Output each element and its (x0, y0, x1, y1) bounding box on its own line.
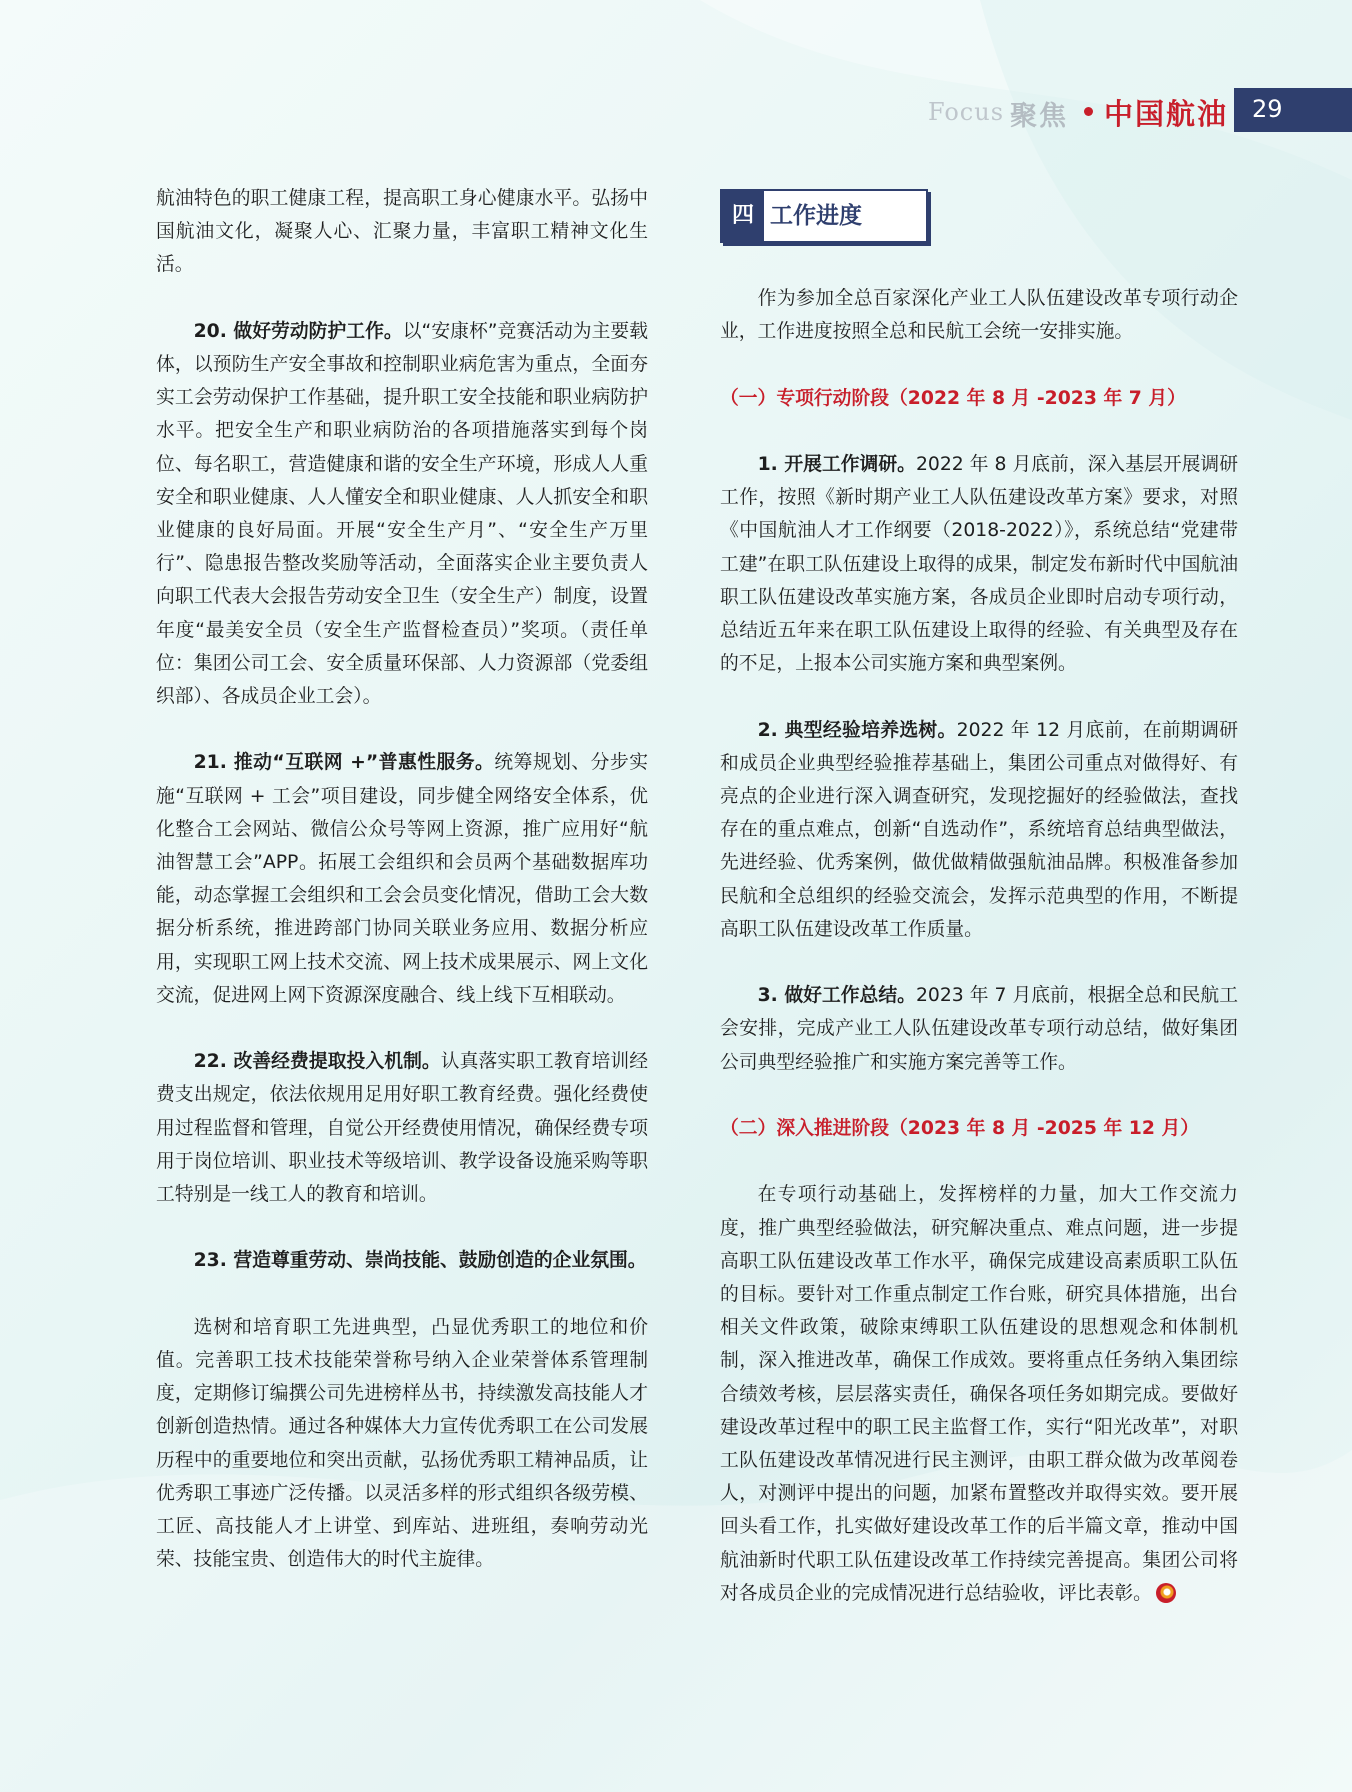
page-number-box (1234, 88, 1352, 132)
header-separator-dot (1084, 107, 1093, 116)
paragraph-stage1-item1 (720, 448, 1238, 680)
stage1-item1-body: 2022 年 8 月底前，深入基层开展调研工作，按照《新时期产业工人队伍建设改革方案》要求，对照《中国航油人才工作纲要（2018-2022）》，系统总结“党建带工建”在职工队伍建设上取得的成果，制定发布新时代中国航油职工队伍建设改革实施方案，各成员企业即时启动专项行动，总结近五年来在职工队伍建设上取得的经验、有关典型及存在的不足，上报本公司实施方案和典型案例。 (720, 453, 1238, 675)
paragraph-item-21 (156, 746, 648, 1012)
paragraph-stage1-item3 (720, 979, 1238, 1079)
paragraph-intro: 航油特色的职工健康工程，提高职工身心健康水平。弘扬中国航油文化，凝聚人心、汇聚力量，丰富职工精神文化生活。 (156, 188, 648, 276)
section-heading (720, 189, 928, 243)
right-column (720, 282, 1238, 1610)
paragraph-stage1-item2 (720, 714, 1238, 946)
header-brand: 中国航油 (1104, 97, 1229, 131)
item-20-title: 20. 做好劳动防护工作。 (193, 320, 403, 342)
item-21-body: 统筹规划、分步实施“互联网 + 工会”项目建设，同步健全网络安全体系，优化整合工会网站、微信公众号等网上资源，推广应用好“航油智慧工会”APP。拓展工会组织和会员两个基础数据库功能，动态掌握工会组织和工会会员变化情况，借助工会大数据分析系统，推进跨部门协同关联业务应用、数据分析应用，实现职工网上技术交流、网上技术成果展示、网上文化交流，促进网上网下资源深度融合、线上线下互相联动。 (156, 752, 648, 1006)
stage1-item3-title: 3. 做好工作总结。 (757, 985, 916, 1007)
item-21-title: 21. 推动“互联网 +”普惠性服务。 (193, 752, 495, 774)
section-number: 四 (722, 191, 764, 241)
item-22-title: 22. 改善经费提取投入机制。 (193, 1051, 441, 1073)
paragraph-item-22 (156, 1045, 648, 1211)
article-end-logo-icon (1156, 1583, 1176, 1603)
paragraph-item-20 (156, 315, 648, 713)
header-focus-en: Focus (928, 98, 1005, 126)
stage1-item3-body: 2023 年 7 月底前，根据全总和民航工会安排，完成产业工人队伍建设改革专项行动总结，做好集团公司典型经验推广和实施方案完善等工作。 (720, 985, 1238, 1073)
stage1-item2-title: 2. 典型经验培养选树。 (757, 719, 957, 741)
item-20-body: 以“安康杯”竞赛活动为主要载体，以预防生产安全事故和控制职业病危害为重点，全面夯实工会劳动保护工作基础，提升职工安全技能和职业病防护水平。把安全生产和职业病防治的各项措施落实到每个岗位、每名职工，营造健康和谐的安全生产环境，形成人人重安全和职业健康、人人懂安全和职业健康、人人抓安全和职业健康的良好局面。开展“安全生产月”、“安全生产万里行”、隐患报告整改奖励等活动，全面落实企业主要负责人向职工代表大会报告劳动安全卫生（安全生产）制度，设置年度“最美安全员（安全生产监督检查员）”奖项。（责任单位：集团公司工会、安全质量环保部、人力资源部（党委组织部）、各成员企业工会）。 (156, 320, 648, 708)
paragraph-stage2 (720, 1178, 1238, 1610)
paragraph-item-23-body: 选树和培育职工先进典型，凸显优秀职工的地位和价值。完善职工技术技能荣誉称号纳入企业荣誉体系管理制度，定期修订编撰公司先进榜样丛书，持续激发高技能人才创新创造热情。通过各种媒体大力宣传优秀职工在公司发展历程中的重要地位和突出贡献，弘扬优秀职工精神品质，让优秀职工事迹广泛传播。以灵活多样的形式组织各级劳模、工匠、高技能人才上讲堂、到库站、进班组，奏响劳动光荣、技能宝贵、创造伟大的时代主旋律。 (156, 1316, 648, 1571)
stage-1-title: （一）专项行动阶段（2022 年 8 月 -2023 年 7 月） (720, 387, 1186, 409)
left-column (156, 182, 648, 1576)
section-title: 工作进度 (770, 203, 862, 229)
page-number: 29 (1252, 95, 1283, 123)
stage1-item1-title: 1. 开展工作调研。 (757, 453, 916, 475)
page-header (0, 88, 1352, 132)
stage-2-title: （二）深入推进阶段（2023 年 8 月 -2025 年 12 月） (720, 1118, 1200, 1139)
item-23-title: 23. 营造尊重劳动、崇尚技能、鼓励创造的企业氛围。 (193, 1250, 647, 1272)
item-22-body: 认真落实职工教育培训经费支出规定，依法依规用足用好职工教育经费。强化经费使用过程监督和管理，自觉公开经费使用情况，确保经费专项用于岗位培训、职业技术等级培训、教学设备设施采购等职工特别是一线工人的教育和培训。 (156, 1051, 648, 1206)
stage1-item2-body: 2022 年 12 月底前，在前期调研和成员企业典型经验推荐基础上，集团公司重点对做得好、有亮点的企业进行深入调查研究，发现挖掘好的经验做法，查找存在的重点难点，创新“自选动作”，系统培育总结典型做法，先进经验、优秀案例，做优做精做强航油品牌。积极准备参加民航和全总组织的经验交流会，发挥示范典型的作用，不断提高职工队伍建设改革工作质量。 (720, 719, 1238, 940)
stage2-body: 在专项行动基础上，发挥榜样的力量，加大工作交流力度，推广典型经验做法，研究解决重点、难点问题，进一步提高职工队伍建设改革工作水平，确保完成建设高素质职工队伍的目标。要针对工作重点制定工作台账，研究具体措施，出台相关文件政策，破除束缚职工队伍建设的思想观念和体制机制，深入推进改革，确保工作成效。要将重点任务纳入集团综合绩效考核，层层落实责任，确保各项任务如期完成。要做好建设改革过程中的职工民主监督工作，实行“阳光改革”，对职工队伍建设改革情况进行民主测评，由职工群众做为改革阅卷人，对测评中提出的问题，加紧布置整改并取得实效。要开展回头看工作，扎实做好建设改革工作的后半篇文章，推动中国航油新时代职工队伍建设改革工作持续完善提高。集团公司将对各成员企业的完成情况进行总结验收，评比表彰。 (720, 1184, 1238, 1604)
header-focus-cn: 聚焦 (1010, 101, 1068, 132)
paragraph-progress-intro: 作为参加全总百家深化产业工人队伍建设改革专项行动企业，工作进度按照全总和民航工会统一安排实施。 (720, 288, 1238, 343)
